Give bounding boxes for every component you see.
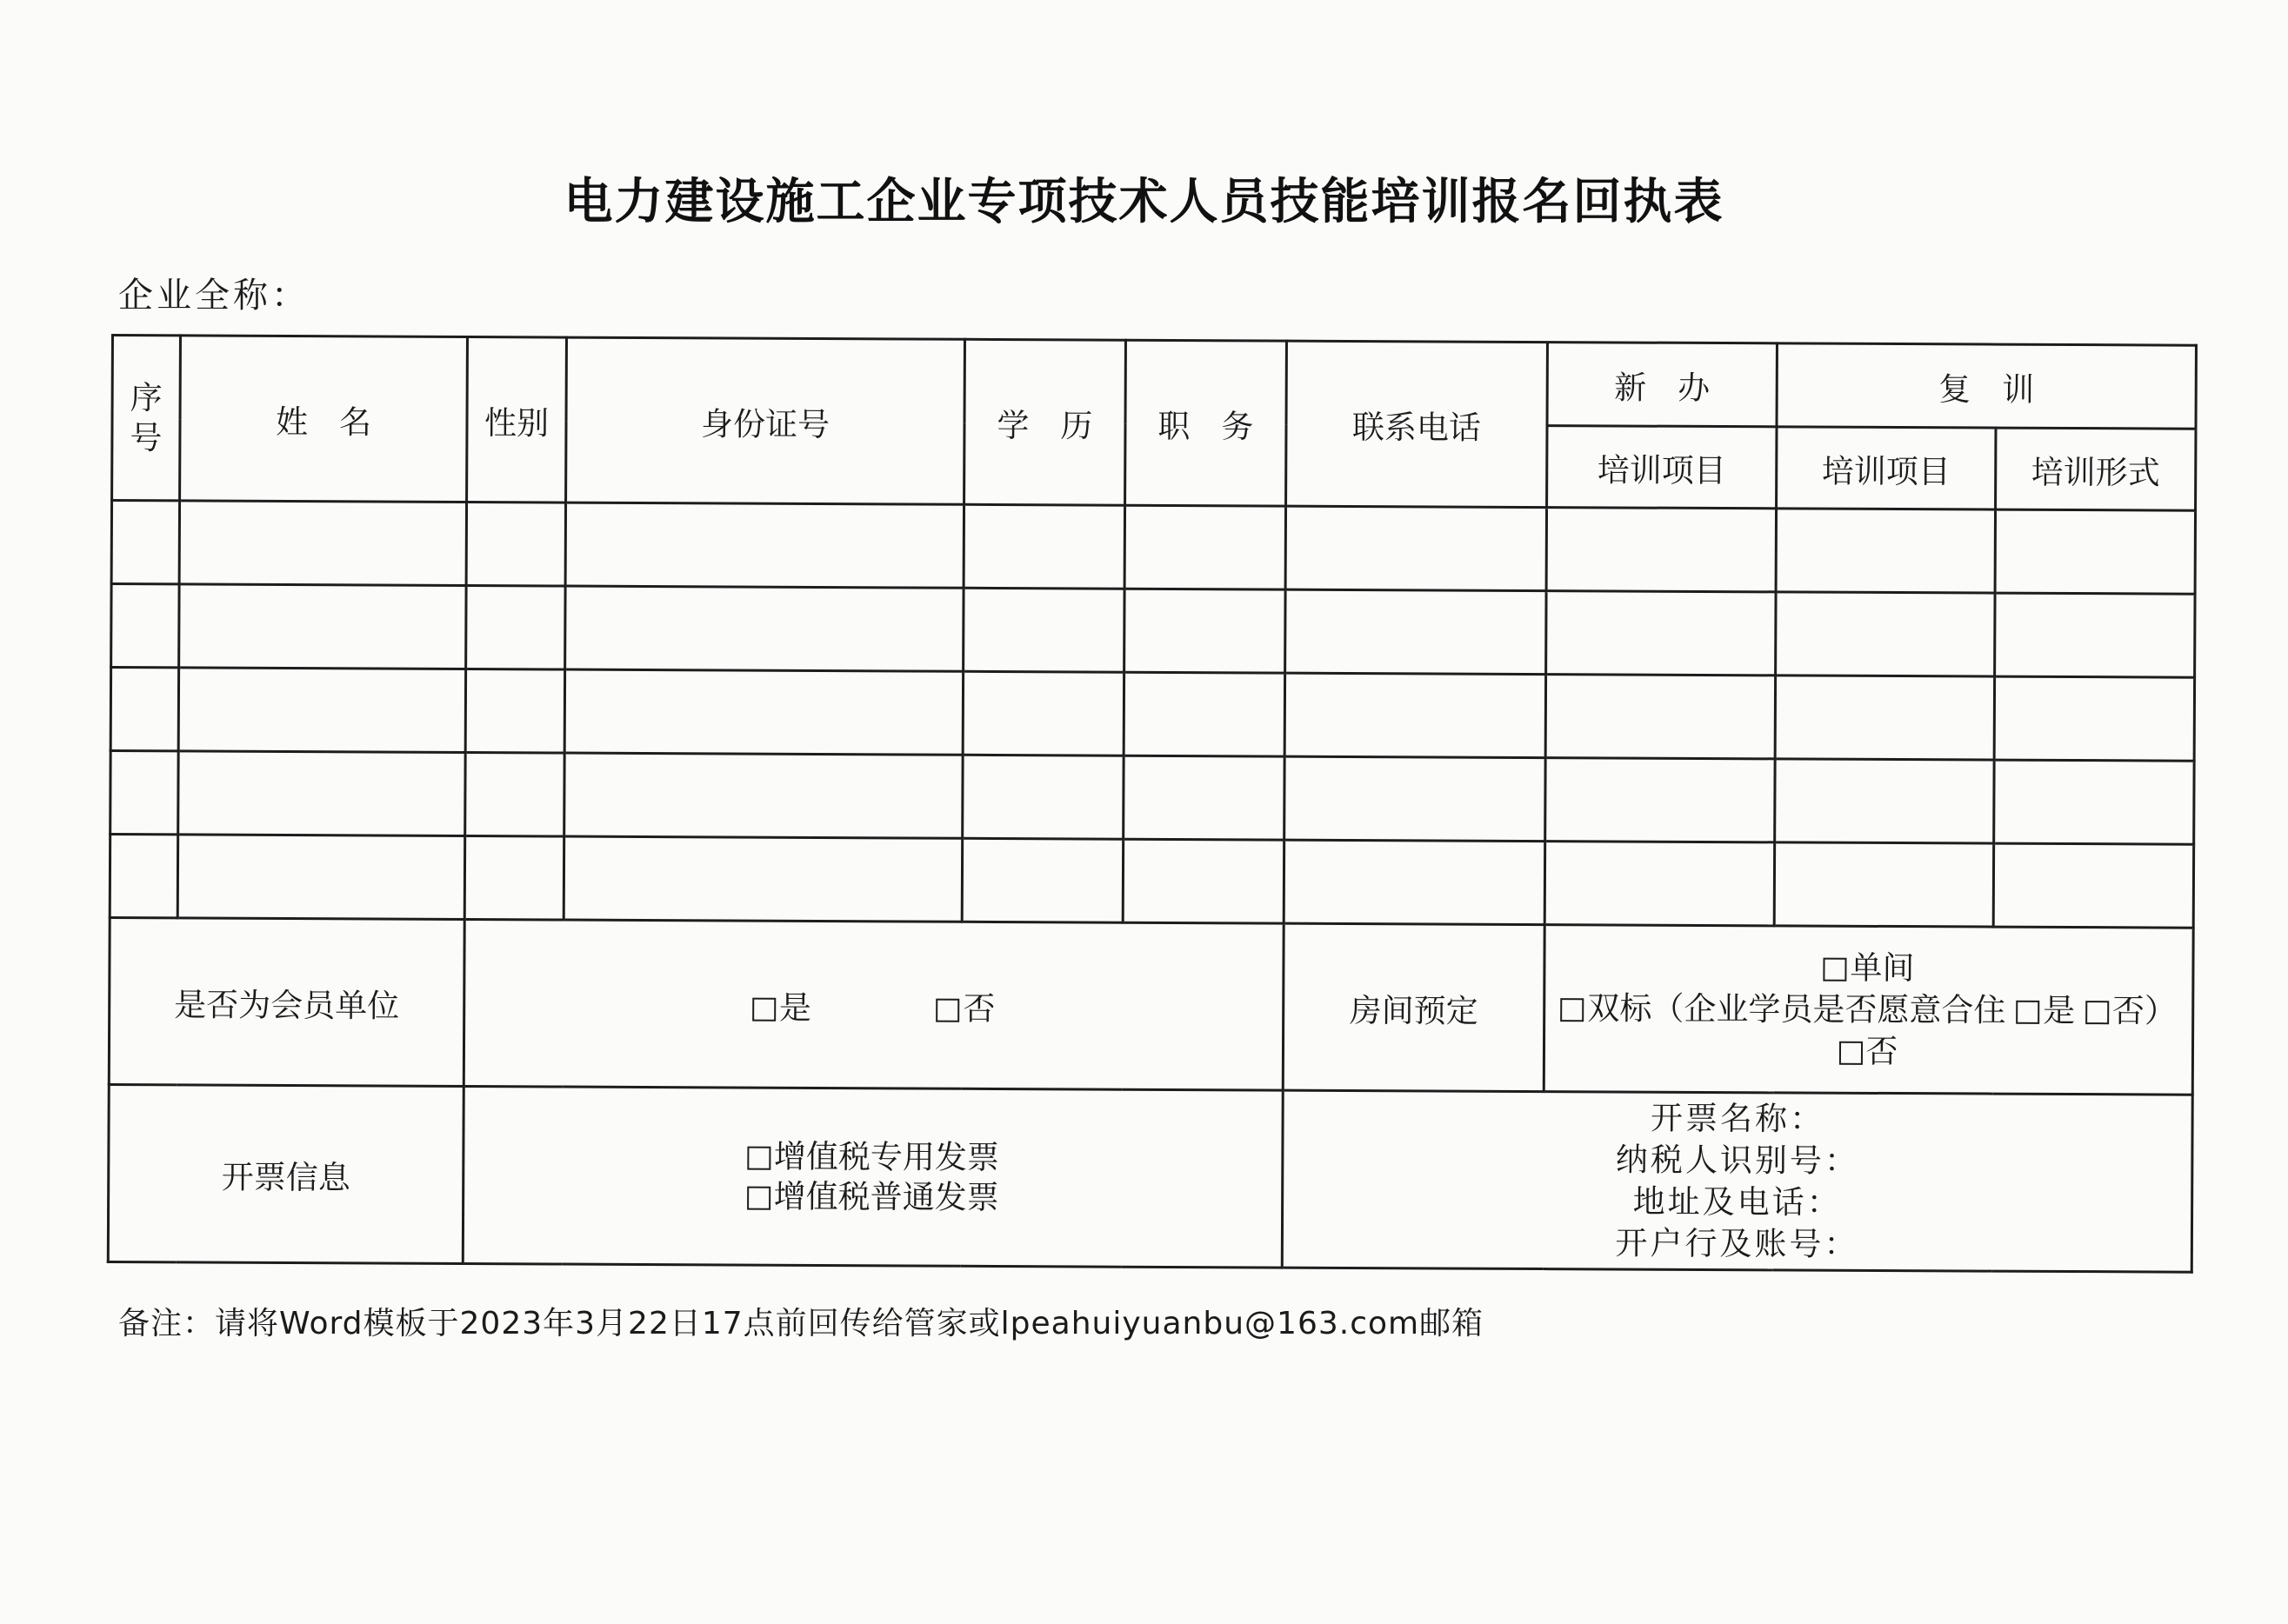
table-row xyxy=(110,668,2194,762)
taxpayer-id-field[interactable]: 纳税人识别号： xyxy=(1615,1140,1859,1180)
cell-renew-form[interactable] xyxy=(1995,593,2195,677)
cell-name[interactable] xyxy=(177,835,464,920)
cell-id-number[interactable] xyxy=(565,503,964,588)
cell-seq[interactable] xyxy=(110,835,177,918)
cell-position[interactable] xyxy=(1123,839,1284,923)
cell-renew-project[interactable] xyxy=(1775,759,1994,843)
cell-seq[interactable] xyxy=(110,668,178,751)
invoice-fields xyxy=(1282,1090,2192,1272)
registration-table xyxy=(107,334,2198,1274)
member-no-option[interactable]: 否 xyxy=(936,989,995,1027)
cell-renew-project[interactable] xyxy=(1775,676,1994,760)
table-row xyxy=(110,751,2194,845)
checkbox-icon[interactable] xyxy=(747,1146,770,1169)
header-name: 姓名 xyxy=(180,336,468,503)
header-renew-form: 培训形式 xyxy=(1996,428,2196,510)
cell-education[interactable] xyxy=(964,588,1124,672)
cell-phone[interactable] xyxy=(1284,756,1545,841)
cell-id-number[interactable] xyxy=(564,753,963,838)
cell-new-project[interactable] xyxy=(1545,758,1775,842)
invoice-types xyxy=(463,1086,1283,1268)
cell-position[interactable] xyxy=(1124,755,1284,840)
form-title: 电力建设施工企业专项技术人员技能培训报名回执表 xyxy=(564,174,1724,230)
cell-new-project[interactable] xyxy=(1545,675,1775,759)
cell-id-number[interactable] xyxy=(564,669,963,755)
room-double-option[interactable]: 双标（企业学员是否愿意合住 是 否） xyxy=(1545,988,2191,1033)
member-yes-option[interactable]: 是 xyxy=(752,988,811,1026)
table-row xyxy=(111,501,2195,595)
header-id-number: 身份证号 xyxy=(566,337,965,504)
cell-gender[interactable] xyxy=(466,502,565,586)
bank-account-field[interactable]: 开户行及账号： xyxy=(1615,1223,1859,1263)
header-renew-group: 复训 xyxy=(1777,343,2196,429)
room-label: 房间预定 xyxy=(1283,923,1544,1091)
header-new-group: 新办 xyxy=(1547,343,1777,427)
room-none-option[interactable]: 否 xyxy=(1545,1029,2191,1075)
cell-education[interactable] xyxy=(963,671,1124,755)
cell-new-project[interactable] xyxy=(1546,508,1776,592)
cell-renew-project[interactable] xyxy=(1776,592,1995,676)
cell-name[interactable] xyxy=(179,501,466,586)
header-seq xyxy=(112,336,181,501)
cell-renew-form[interactable] xyxy=(1994,760,2194,844)
cell-renew-form[interactable] xyxy=(1995,509,2195,594)
checkbox-icon[interactable] xyxy=(1560,998,1584,1022)
cell-phone[interactable] xyxy=(1284,673,1545,757)
cell-education[interactable] xyxy=(962,838,1123,922)
header-education: 学历 xyxy=(964,339,1126,505)
cell-education[interactable] xyxy=(963,755,1124,839)
header-gender: 性别 xyxy=(467,337,567,503)
cell-education[interactable] xyxy=(964,504,1124,589)
header-phone: 联系电话 xyxy=(1286,341,1548,507)
cell-id-number[interactable] xyxy=(565,586,964,671)
cell-gender[interactable] xyxy=(465,752,564,836)
cell-renew-form[interactable] xyxy=(1993,843,2193,928)
company-name-label: 企业全称： xyxy=(118,276,310,316)
room-options xyxy=(1544,925,2193,1095)
header-seq-line1: 序 xyxy=(130,378,163,416)
room-single-option[interactable]: 单间 xyxy=(1545,946,2191,991)
cell-phone[interactable] xyxy=(1284,840,1544,924)
header-renew-project: 培训项目 xyxy=(1777,427,1996,509)
footer-note: 备注：请将Word模板于2023年3月22日17点前回传给管家或lpeahuiyuanbu@163.com邮箱 xyxy=(118,1306,1484,1341)
checkbox-icon[interactable] xyxy=(2016,1000,2039,1023)
cell-id-number[interactable] xyxy=(564,836,962,922)
cell-position[interactable] xyxy=(1124,589,1285,673)
cell-seq[interactable] xyxy=(111,501,179,584)
checkbox-icon[interactable] xyxy=(752,997,776,1021)
cell-gender[interactable] xyxy=(465,669,564,753)
cell-position[interactable] xyxy=(1124,672,1284,756)
cell-name[interactable] xyxy=(178,668,465,753)
checkbox-icon[interactable] xyxy=(747,1186,770,1209)
table-row xyxy=(110,835,2193,928)
cell-new-project[interactable] xyxy=(1546,591,1776,676)
cell-position[interactable] xyxy=(1124,505,1285,589)
member-options xyxy=(464,919,1284,1090)
header-seq-line2: 号 xyxy=(130,418,163,456)
cell-gender[interactable] xyxy=(464,835,564,920)
table-row xyxy=(111,584,2195,678)
address-phone-field[interactable]: 地址及电话： xyxy=(1632,1182,1842,1221)
checkbox-icon[interactable] xyxy=(1823,957,1846,981)
cell-renew-project[interactable] xyxy=(1776,509,1995,593)
cell-phone[interactable] xyxy=(1285,589,1546,674)
cell-renew-project[interactable] xyxy=(1774,842,1993,927)
cell-name[interactable] xyxy=(179,584,466,669)
header-position: 职务 xyxy=(1125,340,1287,506)
cell-seq[interactable] xyxy=(111,584,179,668)
invoice-title-field[interactable]: 开票名称： xyxy=(1651,1099,1825,1138)
cell-seq[interactable] xyxy=(110,751,178,835)
checkbox-icon[interactable] xyxy=(1838,1041,1862,1064)
invoice-label: 开票信息 xyxy=(108,1084,464,1263)
member-label: 是否为会员单位 xyxy=(109,917,464,1086)
cell-name[interactable] xyxy=(178,751,465,836)
cell-gender[interactable] xyxy=(466,585,565,669)
invoice-normal-option[interactable]: 增值税普通发票 xyxy=(747,1176,999,1217)
checkbox-icon[interactable] xyxy=(936,998,959,1022)
invoice-special-option[interactable]: 增值税专用发票 xyxy=(747,1136,999,1177)
header-new-project: 培训项目 xyxy=(1547,426,1777,509)
cell-phone[interactable] xyxy=(1285,506,1546,590)
cell-new-project[interactable] xyxy=(1544,842,1774,926)
cell-renew-form[interactable] xyxy=(1994,676,2194,761)
checkbox-icon[interactable] xyxy=(2085,1001,2109,1024)
